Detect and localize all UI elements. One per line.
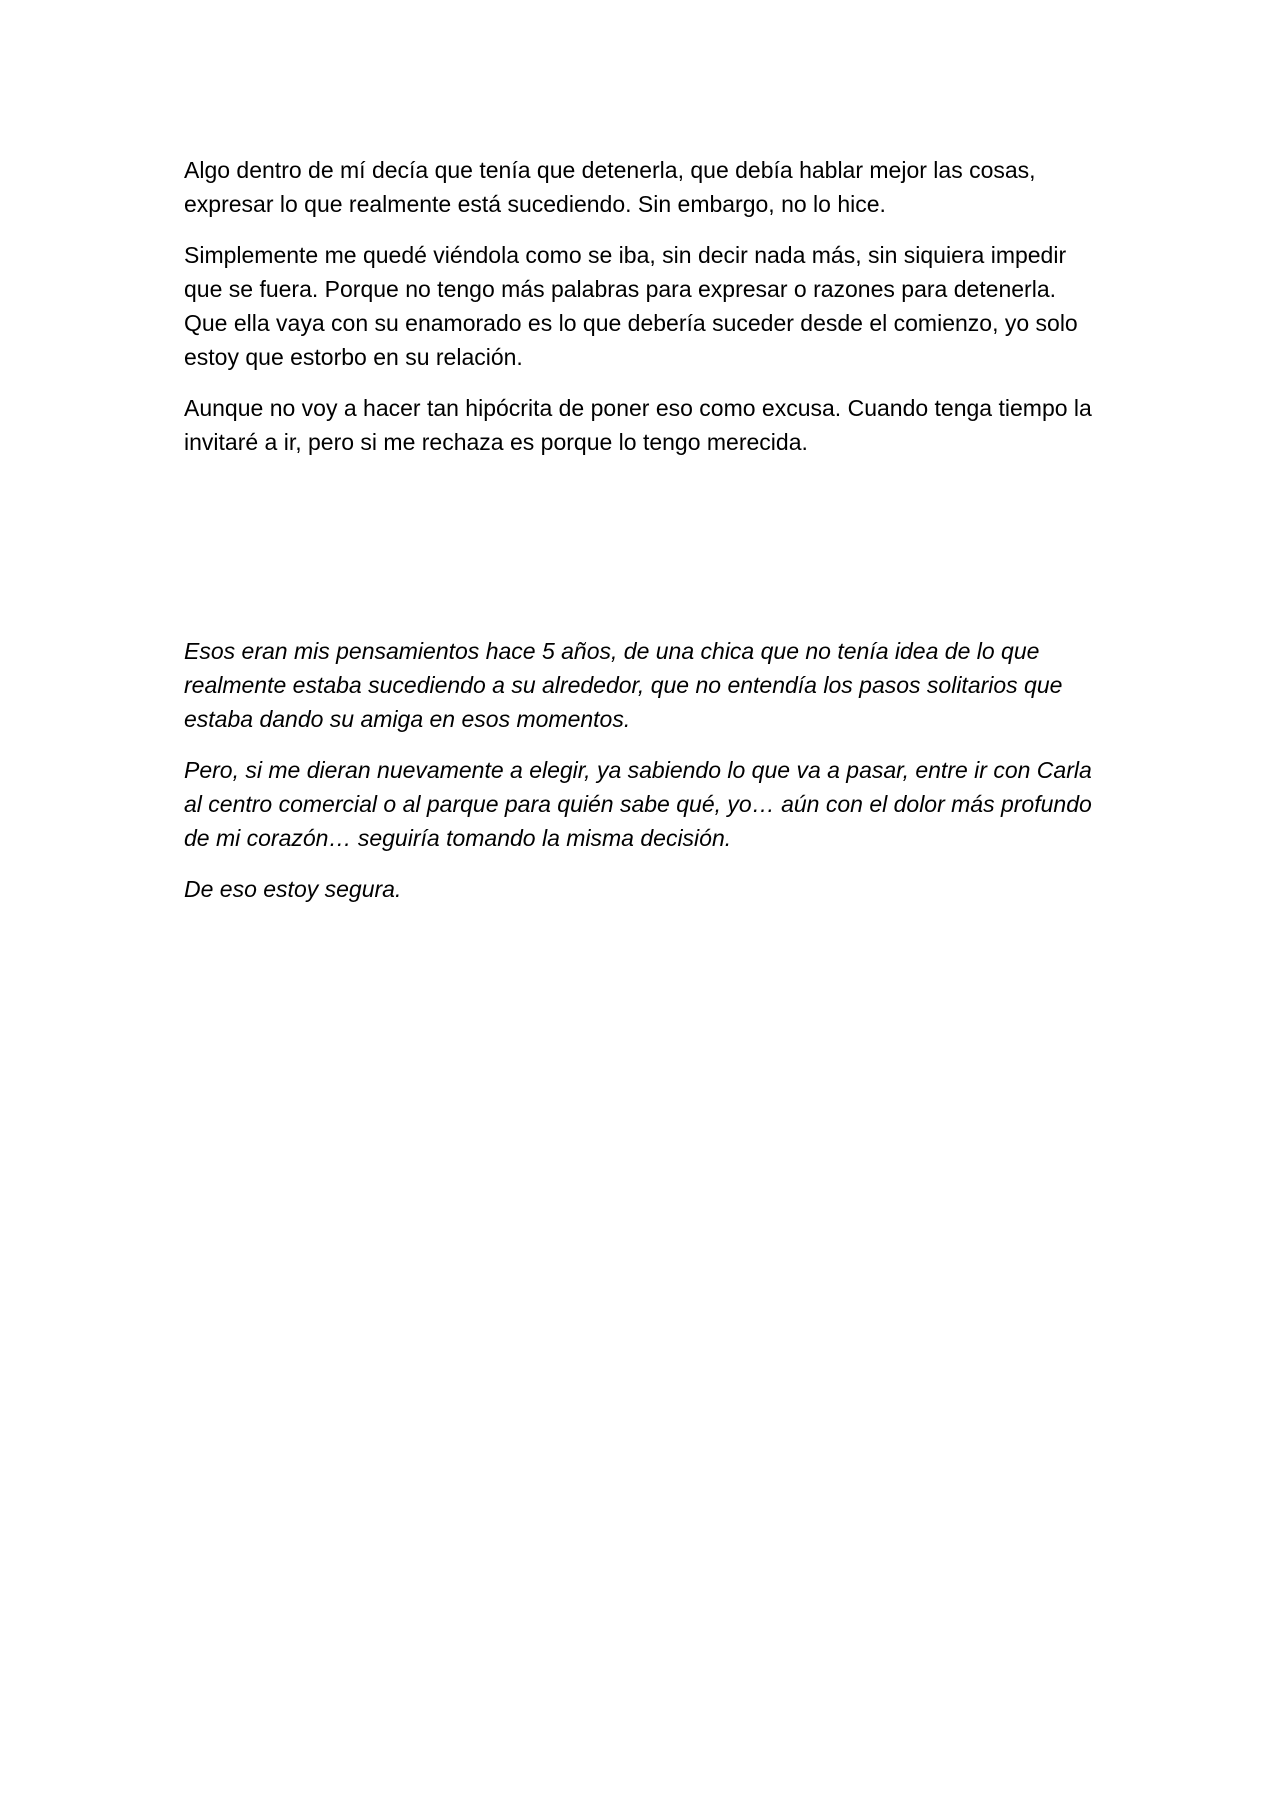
paragraph: Simplemente me quedé viéndola como se iba, sin decir nada más, sin siquiera impedir que se fuera. Porque no tengo más palabras para expresar o razones para detenerla. Que ella vaya con su enamorado es lo que debería suceder desde el comienzo, yo solo estoy que estorbo en su relación. [184, 242, 1078, 370]
narrative-section [184, 153, 1104, 459]
italic-reflection-section [184, 634, 1104, 906]
paragraph: Esos eran mis pensamientos hace 5 años, de una chica que no tenía idea de lo que realmente estaba sucediendo a su alrededor, que no entendía los pasos solitarios que estaba dando su amiga en esos momentos. [184, 638, 1063, 732]
paragraph: Pero, si me dieran nuevamente a elegir, ya sabiendo lo que va a pasar, entre ir con Carla al centro comercial o al parque para quién sabe qué, yo… aún con el dolor más profundo de mi corazón… seguiría tomando la misma decisión. [184, 757, 1092, 851]
paragraph: Algo dentro de mí decía que tenía que detenerla, que debía hablar mejor las cosas, expresar lo que realmente está sucediendo. Sin embargo, no lo hice. [184, 157, 1036, 217]
paragraph: Aunque no voy a hacer tan hipócrita de poner eso como excusa. Cuando tenga tiempo la invitaré a ir, pero si me rechaza es porque lo tengo merecida. [184, 395, 1092, 455]
paragraph: De eso estoy segura. [184, 876, 402, 902]
